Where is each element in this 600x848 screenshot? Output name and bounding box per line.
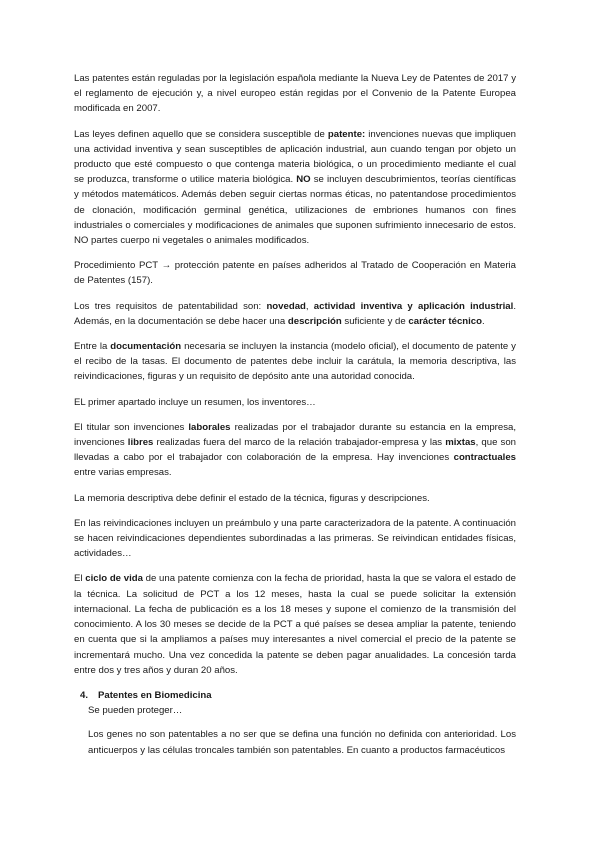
text-run: . Además, en la documentación se debe hacer una: [74, 300, 516, 327]
section-heading: [74, 688, 516, 703]
text-run: necesaria se incluyen la instancia (modelo oficial), el documento de patente y el recibo de la tasas. El documento de patentes debe incluir la carátula, la memoria descriptiva, las reivindicaciones, figuras y un requisito de depósito ante una autoridad conocida.: [74, 341, 516, 383]
text-run: Entre la: [74, 341, 111, 353]
section-number: 4.: [80, 689, 89, 701]
text-run: En las reivindicaciones incluyen un preámbulo y una parte caracterizadora de la patente. A continuación se hacen reivindicaciones dependientes subordinadas a las primeras. Se reivindican entidades físicas, actividades…: [74, 517, 516, 560]
bold-term: novedad: [266, 300, 306, 312]
paragraph: [74, 395, 516, 410]
paragraph: [74, 299, 516, 329]
text-run: La memoria descriptiva debe definir el estado de la técnica, figuras y descripciones.: [74, 492, 430, 504]
section-subtitle: Se pueden proteger…: [88, 705, 183, 717]
paragraph: [74, 491, 516, 506]
text-run: El titular son invenciones: [74, 421, 189, 433]
paragraph: [74, 127, 516, 249]
bold-term: carácter técnico: [408, 315, 482, 327]
text-run: EL primer apartado incluye un resumen, los inventores…: [74, 396, 316, 408]
paragraph: [74, 571, 516, 677]
text-run: invenciones nuevas que impliquen una actividad inventiva y sean susceptibles de aplicación industrial, aun cuando tengan por objeto un producto que esté compuesto o que contenga materia biológica, o un procedimiento mediante el cual se produzca, transforme o utilice materia biológica.: [74, 128, 516, 186]
bold-term: NO: [296, 174, 311, 186]
text-run: entre varias empresas.: [74, 467, 172, 479]
paragraph: [74, 516, 516, 562]
paragraph: [74, 420, 516, 481]
bold-term: libres: [127, 437, 154, 449]
text-run: realizadas fuera del marco de la relación trabajador-empresa y las: [153, 437, 446, 449]
text-run: Los tres requisitos de patentabilidad son:: [74, 300, 267, 312]
text-run: Procedimiento PCT → protección patente en países adheridos al Tratado de Cooperación en Materia de Patentes (157).: [74, 260, 516, 287]
text-run: ,: [305, 300, 314, 312]
bold-term: mixtas: [445, 437, 476, 449]
paragraph: [74, 258, 516, 288]
bold-term: patente:: [327, 128, 366, 140]
text-run: suficiente y de: [341, 315, 409, 327]
text-run: de una patente comienza con la fecha de prioridad, hasta la que se valora el estado de la técnica. La solicitud de PCT a los 12 meses, hasta la cual se puede solicitar la extensión internacional. La fecha de publicación es a los 18 meses y supone el comienzo de la transmisión del conocimiento. A los 30 meses se decide de la PCT a qué países se desea ampliar la patente, teniendo en cuenta que si la ampliamos a países muy interesantes a nivel comercial el precio de la patente se incrementará mucho. Una vez concedida la patente se deben pagar anualidades. La concesión tarda entre dos y tres años y duran 20 años.: [74, 573, 516, 676]
body-paragraphs: [74, 71, 516, 678]
text-run: realizadas por el trabajador durante su estancia en la empresa, invenciones: [74, 421, 516, 449]
text-run: Las patentes están reguladas por la legislación española mediante la Nueva Ley de Patentes de 2017 y el reglamento de ejecución y, a nivel europeo están regidas por el Convenio de la Patente Europea modificada en 2007.: [74, 73, 516, 115]
bold-term: descripción: [287, 315, 342, 327]
section-title: Patentes en Biomedicina: [98, 689, 212, 701]
bold-term: contractuales: [453, 452, 516, 464]
bold-term: laborales: [188, 421, 231, 433]
text-run: El: [74, 573, 86, 585]
section-body: Los genes no son patentables a no ser que se defina una función no definida con anterioridad. Los anticuerpos y las células troncales también son patentables. En cuanto a productos farmacéuticos: [88, 729, 516, 756]
bold-term: actividad inventiva y aplicación industrial: [313, 300, 514, 312]
text-run: .: [482, 315, 485, 327]
text-run: Las leyes definen aquello que se considera susceptible de: [74, 128, 328, 140]
text-run: se incluyen descubrimientos, teorías científicas y métodos matemáticos. Además deben seguir ciertas normas éticas, no patentandose procedimientos de clonación, modificación germinal genética, utilizaciones de embriones humanos con fines industriales o comerciales y modificaciones de animales que suponen sufrimiento innecesario de estos. NO partes cuerpo ni vegetales o animales modificados.: [74, 174, 516, 247]
bold-term: documentación: [110, 341, 182, 353]
paragraph: [74, 339, 516, 385]
text-run: , que son llevadas a cabo por el trabajador con colaboración de la empresa. Hay invenciones: [74, 437, 516, 464]
bold-term: ciclo de vida: [85, 573, 143, 585]
paragraph: [74, 71, 516, 117]
